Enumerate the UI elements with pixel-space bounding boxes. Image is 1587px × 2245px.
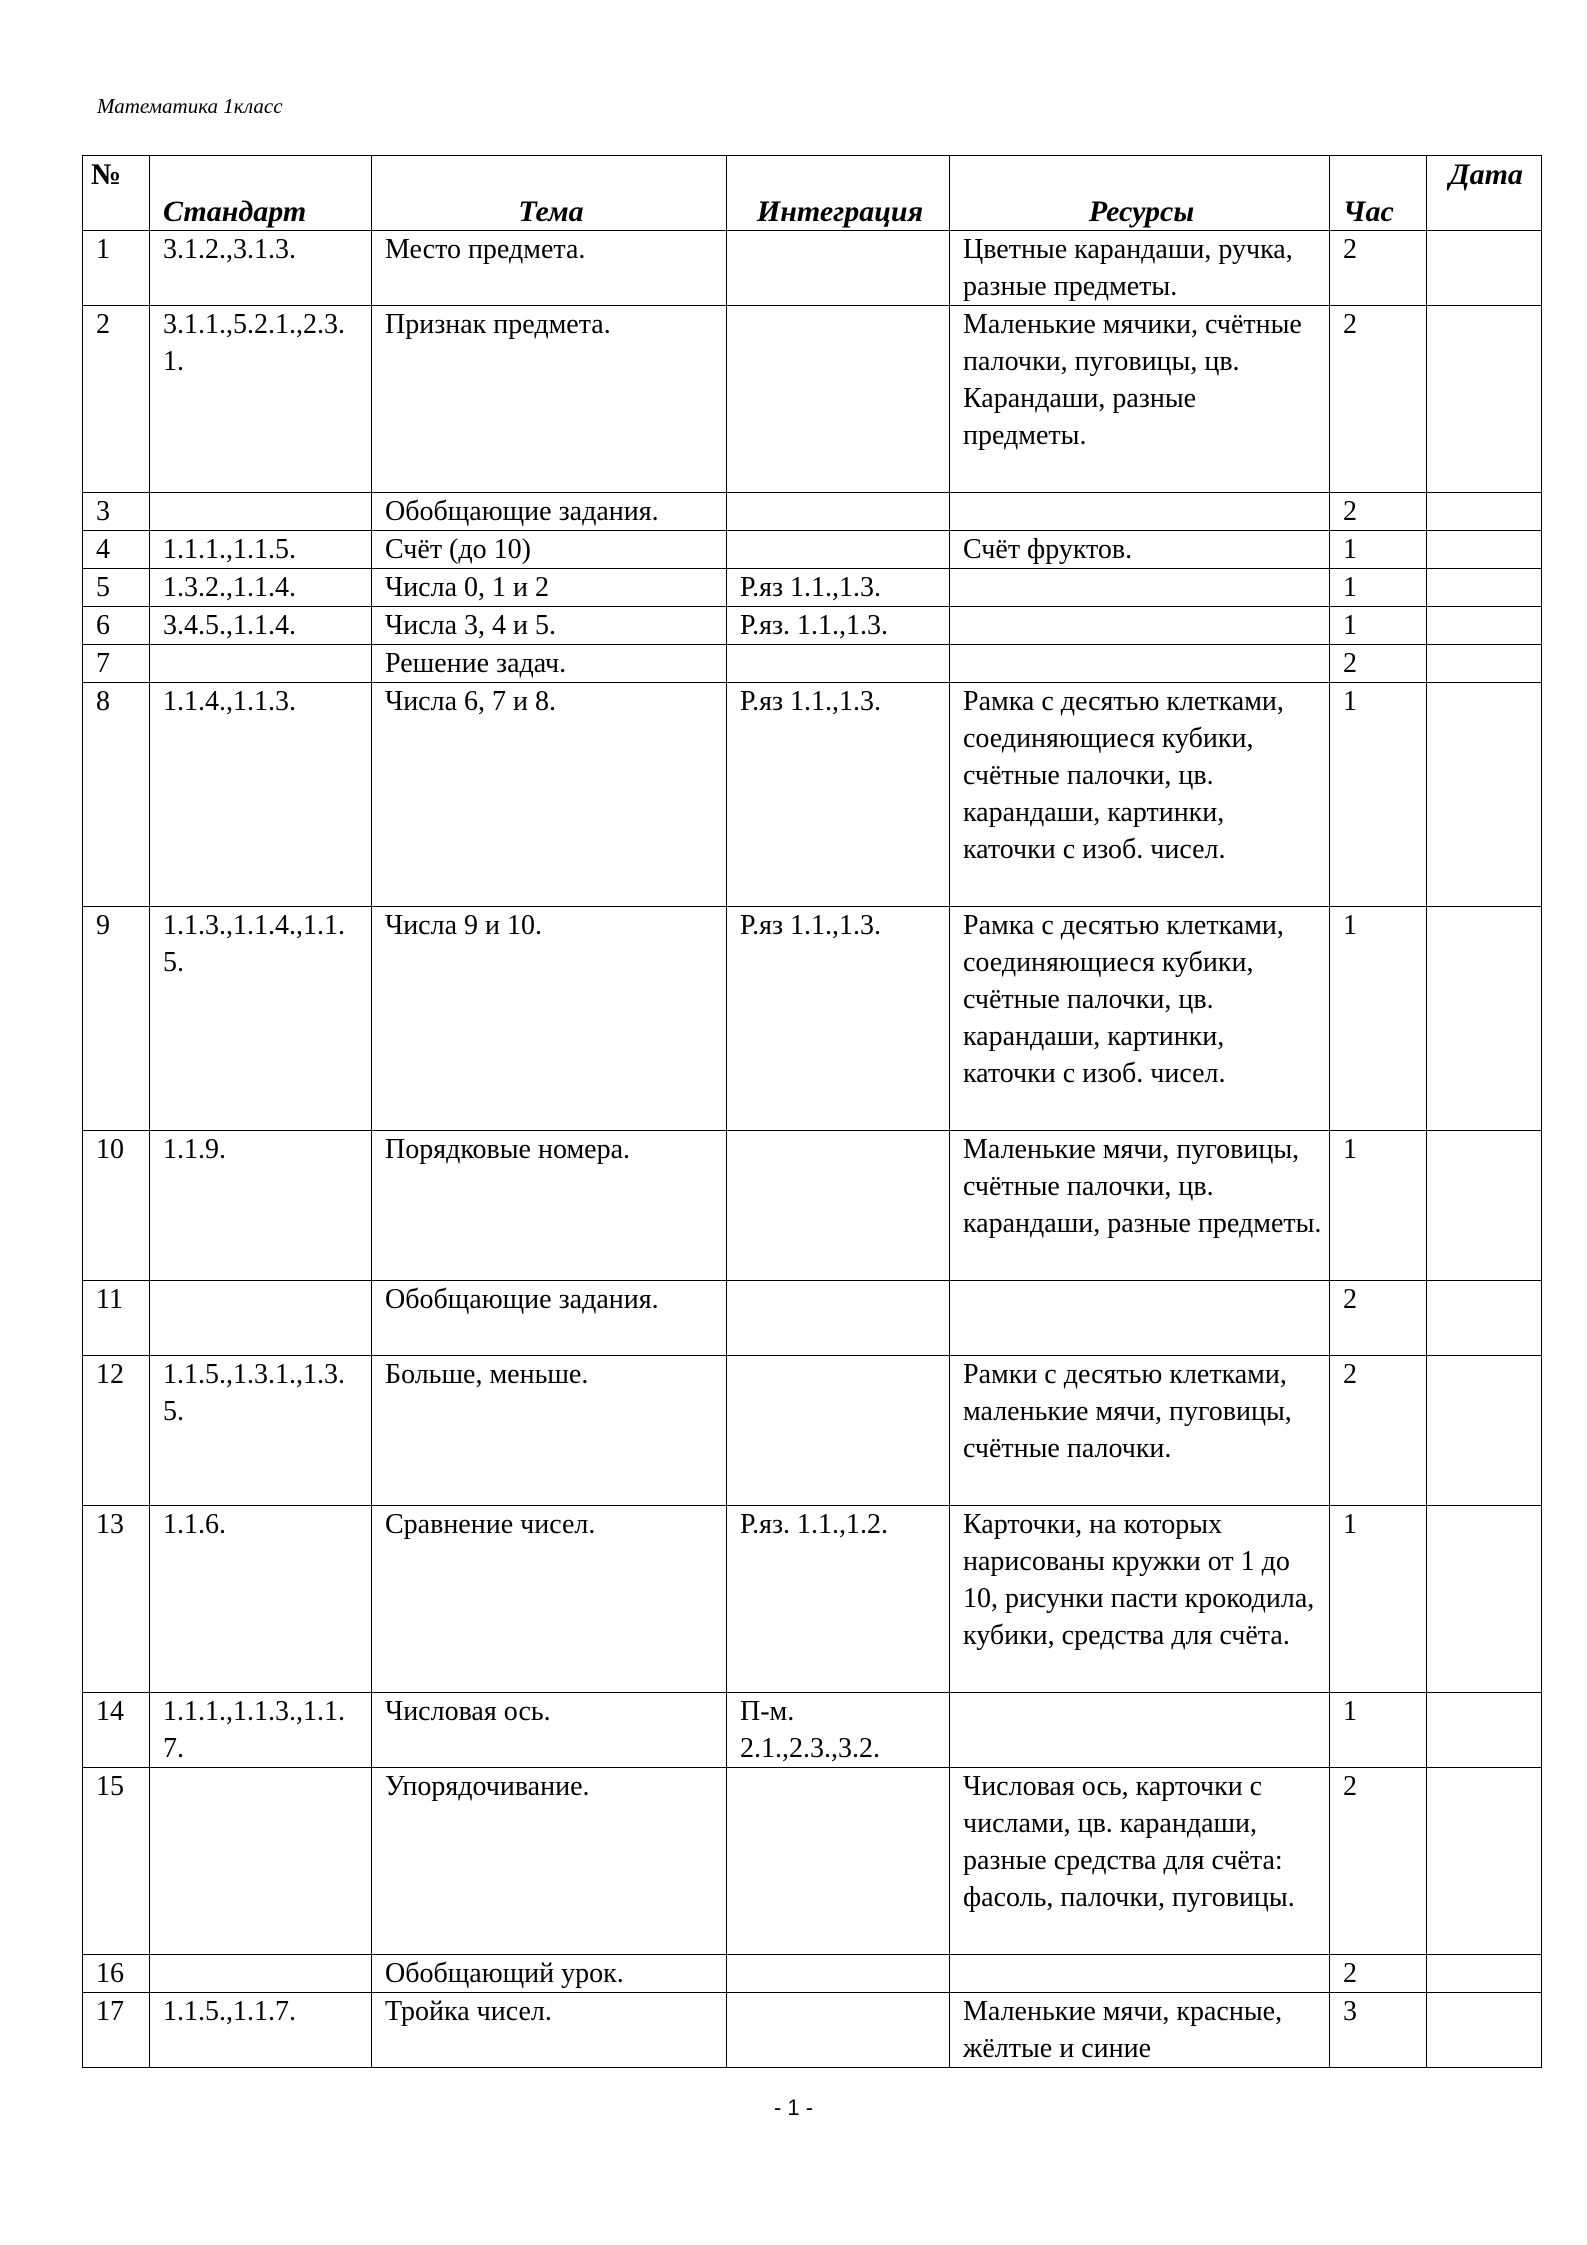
- cell-hours: 2: [1330, 1768, 1427, 1955]
- cell-number: 8: [83, 683, 150, 907]
- table-row: [83, 1131, 1542, 1281]
- cell-topic: Сравнение чисел.: [372, 1506, 727, 1693]
- cell-hours: 1: [1330, 531, 1427, 569]
- cell-resources: [950, 569, 1330, 607]
- table-row: [83, 531, 1542, 569]
- cell-integration: Р.яз 1.1.,1.3.: [727, 569, 950, 607]
- cell-hours: 1: [1330, 607, 1427, 645]
- cell-hours: 2: [1330, 493, 1427, 531]
- cell-date: [1427, 1993, 1542, 2068]
- cell-integration: [727, 1131, 950, 1281]
- table-row: [83, 1281, 1542, 1356]
- cell-integration: Р.яз. 1.1.,1.3.: [727, 607, 950, 645]
- cell-topic: Числа 0, 1 и 2: [372, 569, 727, 607]
- cell-date: [1427, 607, 1542, 645]
- cell-standard: 3.1.2.,3.1.3.: [150, 231, 372, 306]
- cell-standard: 1.1.9.: [150, 1131, 372, 1281]
- cell-date: [1427, 1506, 1542, 1693]
- cell-hours: 2: [1330, 1356, 1427, 1506]
- cell-integration: [727, 1281, 950, 1356]
- cell-date: [1427, 1131, 1542, 1281]
- cell-standard: 3.1.1.,5.2.1.,2.3.1.: [150, 306, 372, 493]
- cell-topic: Числовая ось.: [372, 1693, 727, 1768]
- table-row: [83, 1955, 1542, 1993]
- cell-hours: 1: [1330, 1693, 1427, 1768]
- cell-topic: Счёт (до 10): [372, 531, 727, 569]
- cell-resources: [950, 493, 1330, 531]
- cell-hours: 1: [1330, 907, 1427, 1131]
- cell-integration: Р.яз. 1.1.,1.2.: [727, 1506, 950, 1693]
- cell-hours: 2: [1330, 306, 1427, 493]
- cell-hours: 1: [1330, 683, 1427, 907]
- cell-integration: [727, 1768, 950, 1955]
- cell-integration: [727, 1955, 950, 1993]
- cell-number: 15: [83, 1768, 150, 1955]
- cell-topic: Обобщающие задания.: [372, 493, 727, 531]
- cell-integration: [727, 493, 950, 531]
- cell-date: [1427, 493, 1542, 531]
- column-header-hours: Час: [1330, 156, 1427, 231]
- cell-resources: Маленькие мячи, пуговицы, счётные палочки, цв. карандаши, разные предметы.: [950, 1131, 1330, 1281]
- cell-date: [1427, 306, 1542, 493]
- cell-topic: Числа 6, 7 и 8.: [372, 683, 727, 907]
- table-row: [83, 1693, 1542, 1768]
- cell-topic: Решение задач.: [372, 645, 727, 683]
- cell-topic: Место предмета.: [372, 231, 727, 306]
- cell-topic: Тройка чисел.: [372, 1993, 727, 2068]
- cell-number: 9: [83, 907, 150, 1131]
- cell-resources: Рамки с десятью клетками, маленькие мячи, пуговицы, счётные палочки.: [950, 1356, 1330, 1506]
- cell-number: 5: [83, 569, 150, 607]
- cell-integration: Р.яз 1.1.,1.3.: [727, 683, 950, 907]
- table-row: [83, 1356, 1542, 1506]
- cell-topic: Признак предмета.: [372, 306, 727, 493]
- cell-number: 17: [83, 1993, 150, 2068]
- cell-integration: [727, 1993, 950, 2068]
- table-header-row: [83, 156, 1542, 231]
- table-row: [83, 569, 1542, 607]
- cell-standard: [150, 1955, 372, 1993]
- cell-standard: [150, 1768, 372, 1955]
- cell-hours: 2: [1330, 1955, 1427, 1993]
- table-row: [83, 493, 1542, 531]
- cell-integration: [727, 1356, 950, 1506]
- cell-standard: 1.1.5.,1.1.7.: [150, 1993, 372, 2068]
- cell-resources: [950, 1955, 1330, 1993]
- cell-integration: [727, 531, 950, 569]
- cell-integration: [727, 306, 950, 493]
- cell-number: 14: [83, 1693, 150, 1768]
- cell-hours: 1: [1330, 1506, 1427, 1693]
- cell-date: [1427, 645, 1542, 683]
- cell-standard: 3.4.5.,1.1.4.: [150, 607, 372, 645]
- cell-topic: Упорядочивание.: [372, 1768, 727, 1955]
- cell-resources: Маленькие мячи, красные, жёлтые и синие: [950, 1993, 1330, 2068]
- cell-date: [1427, 1356, 1542, 1506]
- column-header-number: №: [83, 156, 150, 231]
- cell-number: 1: [83, 231, 150, 306]
- cell-resources: Счёт фруктов.: [950, 531, 1330, 569]
- cell-standard: 1.1.6.: [150, 1506, 372, 1693]
- cell-number: 13: [83, 1506, 150, 1693]
- cell-number: 10: [83, 1131, 150, 1281]
- cell-date: [1427, 1281, 1542, 1356]
- page-number: - 1 -: [773, 2095, 814, 2120]
- cell-topic: Числа 9 и 10.: [372, 907, 727, 1131]
- cell-resources: Рамка с десятью клетками, соединяющиеся кубики, счётные палочки, цв. карандаши, картинки, каточки с изоб. чисел.: [950, 907, 1330, 1131]
- column-header-date: Дата: [1427, 156, 1542, 231]
- cell-resources: Карточки, на которых нарисованы кружки от 1 до 10, рисунки пасти крокодила, кубики, средства для счёта.: [950, 1506, 1330, 1693]
- cell-resources: Рамка с десятью клетками, соединяющиеся кубики, счётные палочки, цв. карандаши, картинки, каточки с изоб. чисел.: [950, 683, 1330, 907]
- cell-integration: Р.яз 1.1.,1.3.: [727, 907, 950, 1131]
- cell-resources: [950, 1693, 1330, 1768]
- cell-date: [1427, 683, 1542, 907]
- cell-topic: Обобщающие задания.: [372, 1281, 727, 1356]
- cell-resources: [950, 1281, 1330, 1356]
- cell-integration: [727, 645, 950, 683]
- cell-date: [1427, 231, 1542, 306]
- cell-topic: Больше, меньше.: [372, 1356, 727, 1506]
- cell-date: [1427, 1693, 1542, 1768]
- cell-number: 7: [83, 645, 150, 683]
- cell-standard: 1.1.1.,1.1.5.: [150, 531, 372, 569]
- table-row: [83, 907, 1542, 1131]
- cell-number: 11: [83, 1281, 150, 1356]
- table-row: [83, 306, 1542, 493]
- column-header-resources: Ресурсы: [950, 156, 1330, 231]
- cell-date: [1427, 907, 1542, 1131]
- cell-number: 3: [83, 493, 150, 531]
- page-header-title: Математика 1класс: [97, 94, 283, 118]
- cell-standard: 1.1.4.,1.1.3.: [150, 683, 372, 907]
- cell-resources: Числовая ось, карточки с числами, цв. карандаши, разные средства для счёта: фасоль, палочки, пуговицы.: [950, 1768, 1330, 1955]
- cell-standard: [150, 645, 372, 683]
- table-row: [83, 231, 1542, 306]
- cell-hours: 2: [1330, 231, 1427, 306]
- cell-standard: 1.3.2.,1.1.4.: [150, 569, 372, 607]
- cell-standard: 1.1.5.,1.3.1.,1.3.5.: [150, 1356, 372, 1506]
- cell-standard: [150, 493, 372, 531]
- cell-number: 12: [83, 1356, 150, 1506]
- cell-standard: [150, 1281, 372, 1356]
- cell-resources: Маленькие мячики, счётные палочки, пуговицы, цв. Карандаши, разные предметы.: [950, 306, 1330, 493]
- cell-standard: 1.1.3.,1.1.4.,1.1.5.: [150, 907, 372, 1131]
- cell-topic: Числа 3, 4 и 5.: [372, 607, 727, 645]
- cell-date: [1427, 569, 1542, 607]
- cell-integration: [727, 231, 950, 306]
- column-header-integration: Интеграция: [727, 156, 950, 231]
- cell-number: 16: [83, 1955, 150, 1993]
- cell-hours: 2: [1330, 645, 1427, 683]
- cell-date: [1427, 1955, 1542, 1993]
- cell-topic: Обобщающий урок.: [372, 1955, 727, 1993]
- cell-integration: П-м. 2.1.,2.3.,3.2.: [727, 1693, 950, 1768]
- cell-topic: Порядковые номера.: [372, 1131, 727, 1281]
- lesson-plan-table: [82, 155, 1542, 2068]
- cell-number: 4: [83, 531, 150, 569]
- cell-hours: 1: [1330, 1131, 1427, 1281]
- cell-resources: Цветные карандаши, ручка, разные предметы.: [950, 231, 1330, 306]
- cell-number: 2: [83, 306, 150, 493]
- cell-hours: 1: [1330, 569, 1427, 607]
- table-row: [83, 1506, 1542, 1693]
- column-header-topic: Тема: [372, 156, 727, 231]
- cell-date: [1427, 531, 1542, 569]
- cell-standard: 1.1.1.,1.1.3.,1.1.7.: [150, 1693, 372, 1768]
- table-row: [83, 645, 1542, 683]
- cell-hours: 2: [1330, 1281, 1427, 1356]
- cell-resources: [950, 607, 1330, 645]
- table-row: [83, 1993, 1542, 2068]
- table-body: [83, 231, 1542, 2068]
- table-row: [83, 1768, 1542, 1955]
- table-row: [83, 683, 1542, 907]
- cell-resources: [950, 645, 1330, 683]
- cell-number: 6: [83, 607, 150, 645]
- cell-hours: 3: [1330, 1993, 1427, 2068]
- column-header-standard: Стандарт: [150, 156, 372, 231]
- cell-date: [1427, 1768, 1542, 1955]
- table-row: [83, 607, 1542, 645]
